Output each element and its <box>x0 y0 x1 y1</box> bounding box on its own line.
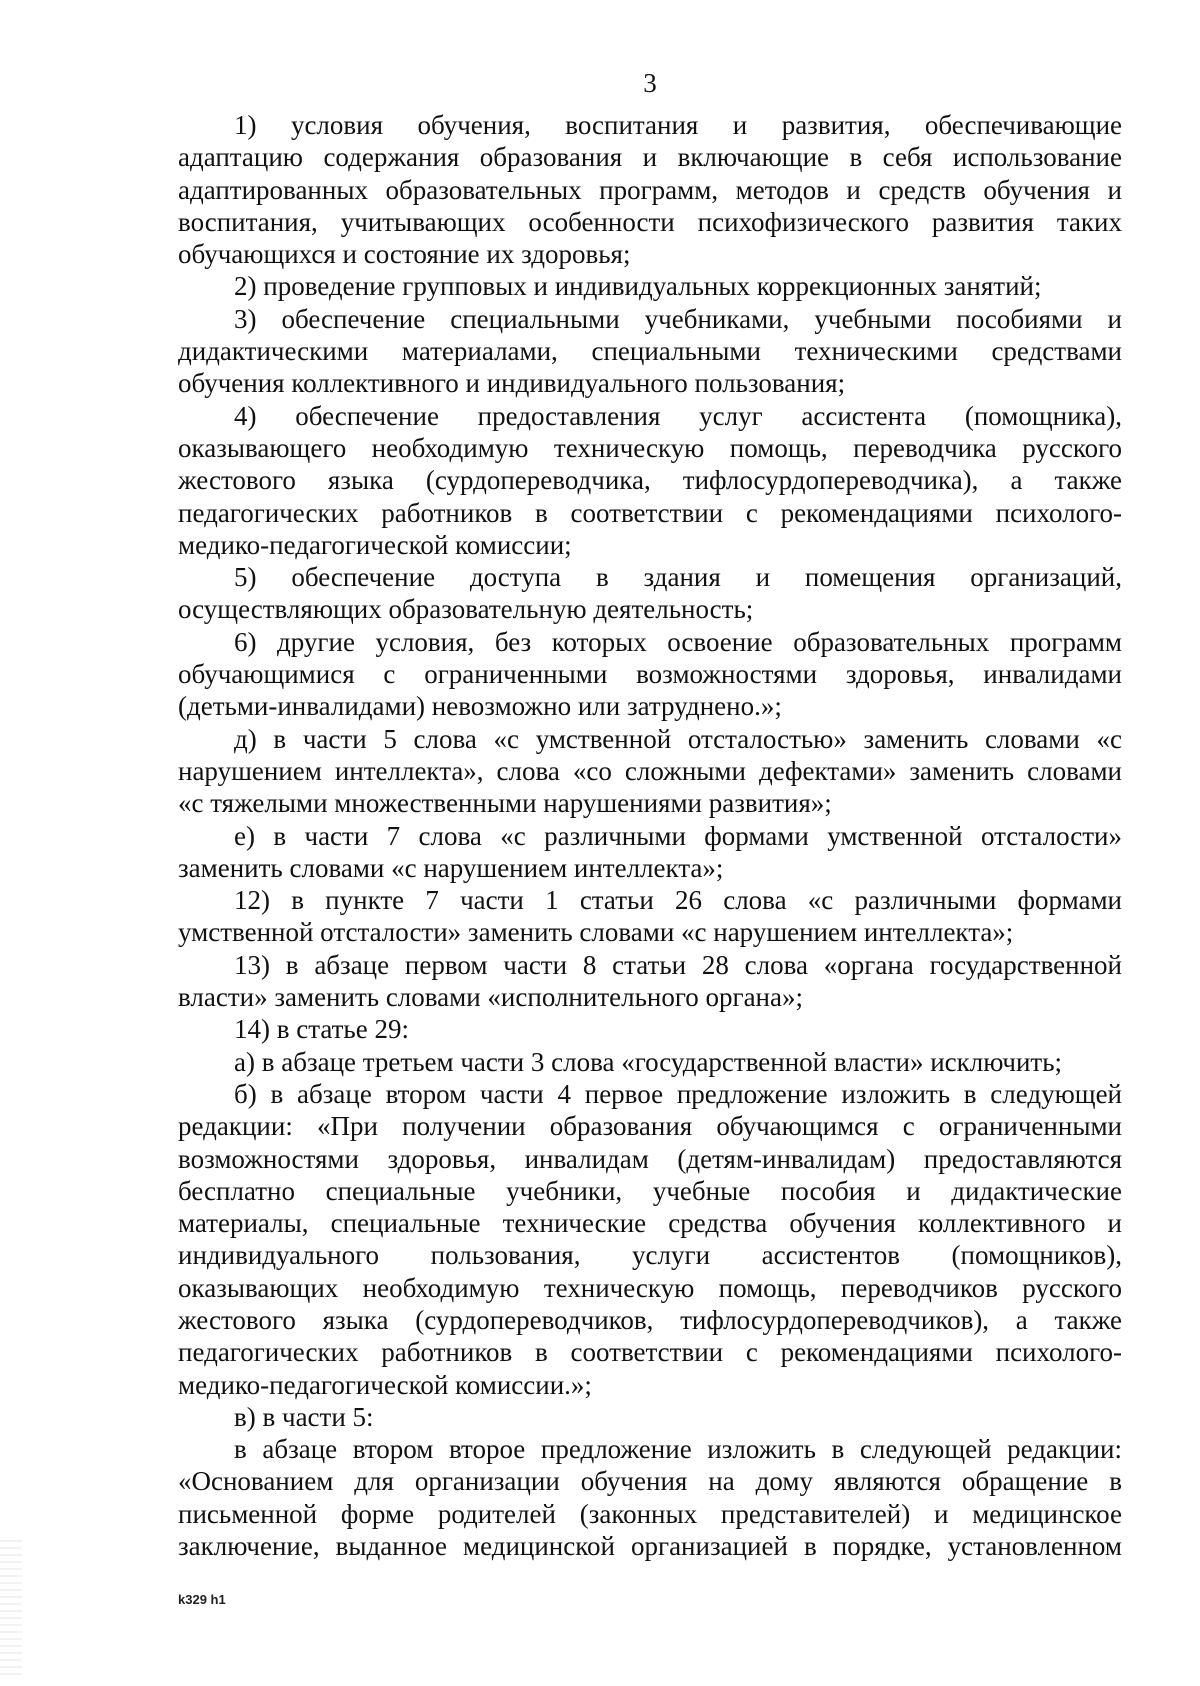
text-line: медико-педагогической комиссии.»; <box>178 1369 592 1400</box>
text-line: осуществляющих образовательную деятельность; <box>178 594 754 625</box>
text-line: обучающихся и состояние их здоровья; <box>178 239 631 270</box>
text-line: адаптированных образовательных программ, методов и средств обучения и <box>178 174 1122 205</box>
text-line: 12) в пункте 7 части 1 статьи 26 слова «с различными формами <box>234 885 1122 916</box>
text-line: д) в части 5 слова «с умственной отсталостью» заменить словами «с <box>234 723 1122 754</box>
text-line: умственной отсталости» заменить словами «с нарушением интеллекта»; <box>178 917 1014 948</box>
text-line: адаптацию содержания образования и включающие в себя использование <box>178 142 1122 173</box>
text-line: 4) обеспечение предоставления услуг ассистента (помощника), <box>234 400 1122 431</box>
text-line: заменить словами «с нарушением интеллекта»; <box>178 852 724 883</box>
text-line: власти» заменить словами «исполнительного органа»; <box>178 982 803 1013</box>
text-line: материалы, специальные технические средства обучения коллективного и <box>178 1208 1122 1239</box>
text-line: 6) другие условия, без которых освоение образовательных программ <box>234 626 1122 657</box>
text-line: обучающимися с ограниченными возможностями здоровья, инвалидами <box>178 659 1122 690</box>
document-body <box>178 109 1122 1562</box>
text-line: дидактическими материалами, специальными техническими средствами <box>178 336 1122 367</box>
text-line: педагогических работников в соответствии с рекомендациями психолого- <box>178 1337 1122 1368</box>
text-line: «с тяжелыми множественными нарушениями развития»; <box>178 788 832 819</box>
text-line: 5) обеспечение доступа в здания и помещения организаций, <box>234 562 1122 593</box>
text-line: 1) условия обучения, воспитания и развития, обеспечивающие <box>234 110 1122 140</box>
scan-edge-artifact <box>0 1540 22 1680</box>
text-line: 3) обеспечение специальными учебниками, учебными пособиями и <box>234 303 1122 334</box>
text-line: (детьми-инвалидами) невозможно или затруднено.»; <box>178 691 782 722</box>
text-line: «Основанием для организации обучения на дому являются обращение в <box>178 1466 1122 1497</box>
text-line: жестового языка (сурдопереводчика, тифлосурдопереводчика), а также <box>178 465 1122 496</box>
text-line: 13) в абзаце первом части 8 статьи 28 слова «органа государственной <box>234 949 1122 980</box>
text-line: обучения коллективного и индивидуального пользования; <box>178 368 846 399</box>
page-number: 3 <box>643 68 657 98</box>
text-line: оказывающих необходимую техническую помощь, переводчиков русского <box>178 1272 1122 1303</box>
text-line: 2) проведение групповых и индивидуальных коррекционных занятий; <box>234 271 1042 302</box>
text-line: б) в абзаце втором части 4 первое предложение изложить в следующей <box>234 1078 1122 1109</box>
text-line: медико-педагогической комиссии; <box>178 529 572 560</box>
text-line: в) в части 5: <box>234 1401 374 1432</box>
text-line: жестового языка (сурдопереводчиков, тифлосурдопереводчиков), а также <box>178 1304 1122 1335</box>
text-line: заключение, выданное медицинской организацией в порядке, установленном <box>178 1531 1122 1562</box>
text-line: редакции: «При получении образования обучающимся с ограниченными <box>178 1111 1122 1142</box>
text-line: педагогических работников в соответствии с рекомендациями психолого- <box>178 497 1122 528</box>
text-line: е) в части 7 слова «с различными формами умственной отсталости» <box>234 820 1122 851</box>
text-line: а) в абзаце третьем части 3 слова «государственной власти» исключить; <box>234 1046 1063 1077</box>
text-line: нарушением интеллекта», слова «со сложными дефектами» заменить словами <box>178 755 1122 786</box>
footer-code: k329 h1 <box>178 1592 226 1607</box>
text-line: 14) в статье 29: <box>234 1014 409 1045</box>
text-line: в абзаце втором второе предложение изложить в следующей редакции: <box>234 1434 1122 1465</box>
text-line: воспитания, учитывающих особенности психофизического развития таких <box>178 206 1122 237</box>
text-line: возможностями здоровья, инвалидам (детям-инвалидам) предоставляются <box>178 1143 1122 1174</box>
text-line: письменной форме родителей (законных представителей) и медицинское <box>178 1498 1122 1529</box>
text-line: индивидуального пользования, услуги ассистентов (помощников), <box>178 1240 1122 1271</box>
text-line: оказывающего необходимую техническую помощь, переводчика русского <box>178 432 1122 463</box>
text-line: бесплатно специальные учебники, учебные пособия и дидактические <box>178 1175 1122 1206</box>
